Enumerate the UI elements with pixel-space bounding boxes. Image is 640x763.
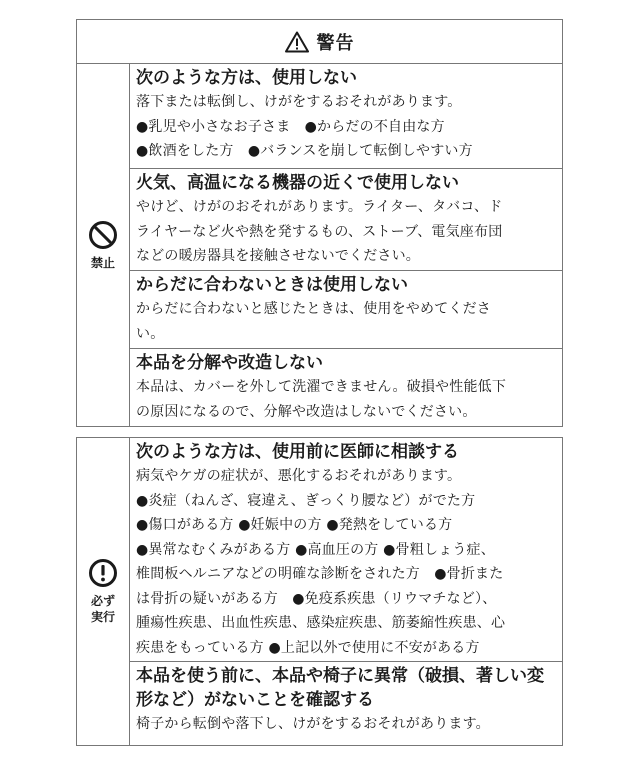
item-line: ●飲酒をした方 ●バランスを崩して転倒しやすい方 <box>136 143 473 159</box>
item-line: い。 <box>136 325 165 342</box>
item-line: 疾患をもっている方 ●上記以外で使用に不安がある方 <box>136 639 480 656</box>
item-line: ●乳児や小さなお子さま ●からだの不自由な方 <box>136 118 445 135</box>
item-line: 椎間板ヘルニアなどの明確な診断をされた方 ●骨折また <box>136 566 504 582</box>
header-title: 警告 <box>316 32 355 54</box>
prohibited-section <box>76 63 563 427</box>
item-title: 次のような方は、使用前に医師に相談する <box>136 442 459 462</box>
list-item <box>129 440 562 660</box>
exclamation-circle-icon <box>88 558 118 588</box>
item-line: の原因になるので、分解や改造はしないでください。 <box>136 403 477 420</box>
warning-header <box>76 19 563 63</box>
item-line: からだに合わないと感じたときは、使用をやめてくださ <box>136 301 491 317</box>
item-line: ライヤーなど火や熱を発するもの、ストーブ、電気座布団 <box>136 223 503 240</box>
list-item <box>129 661 562 745</box>
item-title: 本品を分解や改造しない <box>136 353 323 373</box>
list-item <box>129 66 562 166</box>
item-line: ●傷口がある方 ●妊娠中の方 ●発熱をしている方 <box>136 517 453 533</box>
item-line: は骨折の疑いがある方 ●免疫系疾患（リウマチなど）、 <box>136 590 497 607</box>
item-line: やけど、けがのおそれがあります。ライター、タバコ、ド <box>136 199 503 215</box>
mandatory-section <box>76 437 563 746</box>
mandatory-label: 必ず 実行 <box>90 594 115 624</box>
item-line: ●炎症（ねんざ、寝違え、ぎっくり腰など）がでた方 <box>136 492 476 509</box>
warning-triangle-icon <box>285 31 309 53</box>
item-line: 落下または転倒し、けがをするおそれがあります。 <box>136 94 462 110</box>
item-line: 病気やケガの症状が、悪化するおそれがあります。 <box>136 468 462 484</box>
item-line: 腫瘍性疾患、出血性疾患、感染症疾患、筋萎縮性疾患、心 <box>136 615 506 631</box>
prohibition-icon <box>88 220 118 250</box>
item-title: 火気、高温になる機器の近くで使用しない <box>136 173 459 193</box>
list-item <box>129 270 562 348</box>
prohibited-label: 禁止 <box>90 255 115 270</box>
item-title: 本品を使う前に、本品や椅子に異常（破損、著しい変形など）がないことを確認する <box>136 666 544 710</box>
item-line: ●異常なむくみがある方 ●高血圧の方 ●骨粗しょう症、 <box>136 541 495 558</box>
item-line: 本品は、カバーを外して洗濯できません。破損や性能低下 <box>136 379 507 395</box>
mandatory-side <box>77 438 130 745</box>
item-title: 次のような方は、使用しない <box>136 68 357 88</box>
item-title: からだに合わないときは使用しない <box>136 275 408 295</box>
list-item <box>129 348 562 426</box>
prohibited-side <box>77 64 130 426</box>
list-item <box>129 168 562 270</box>
item-line: などの暖房器具を接触させないでください。 <box>136 248 420 264</box>
item-line: 椅子から転倒や落下し、けがをするおそれがあります。 <box>136 716 490 732</box>
